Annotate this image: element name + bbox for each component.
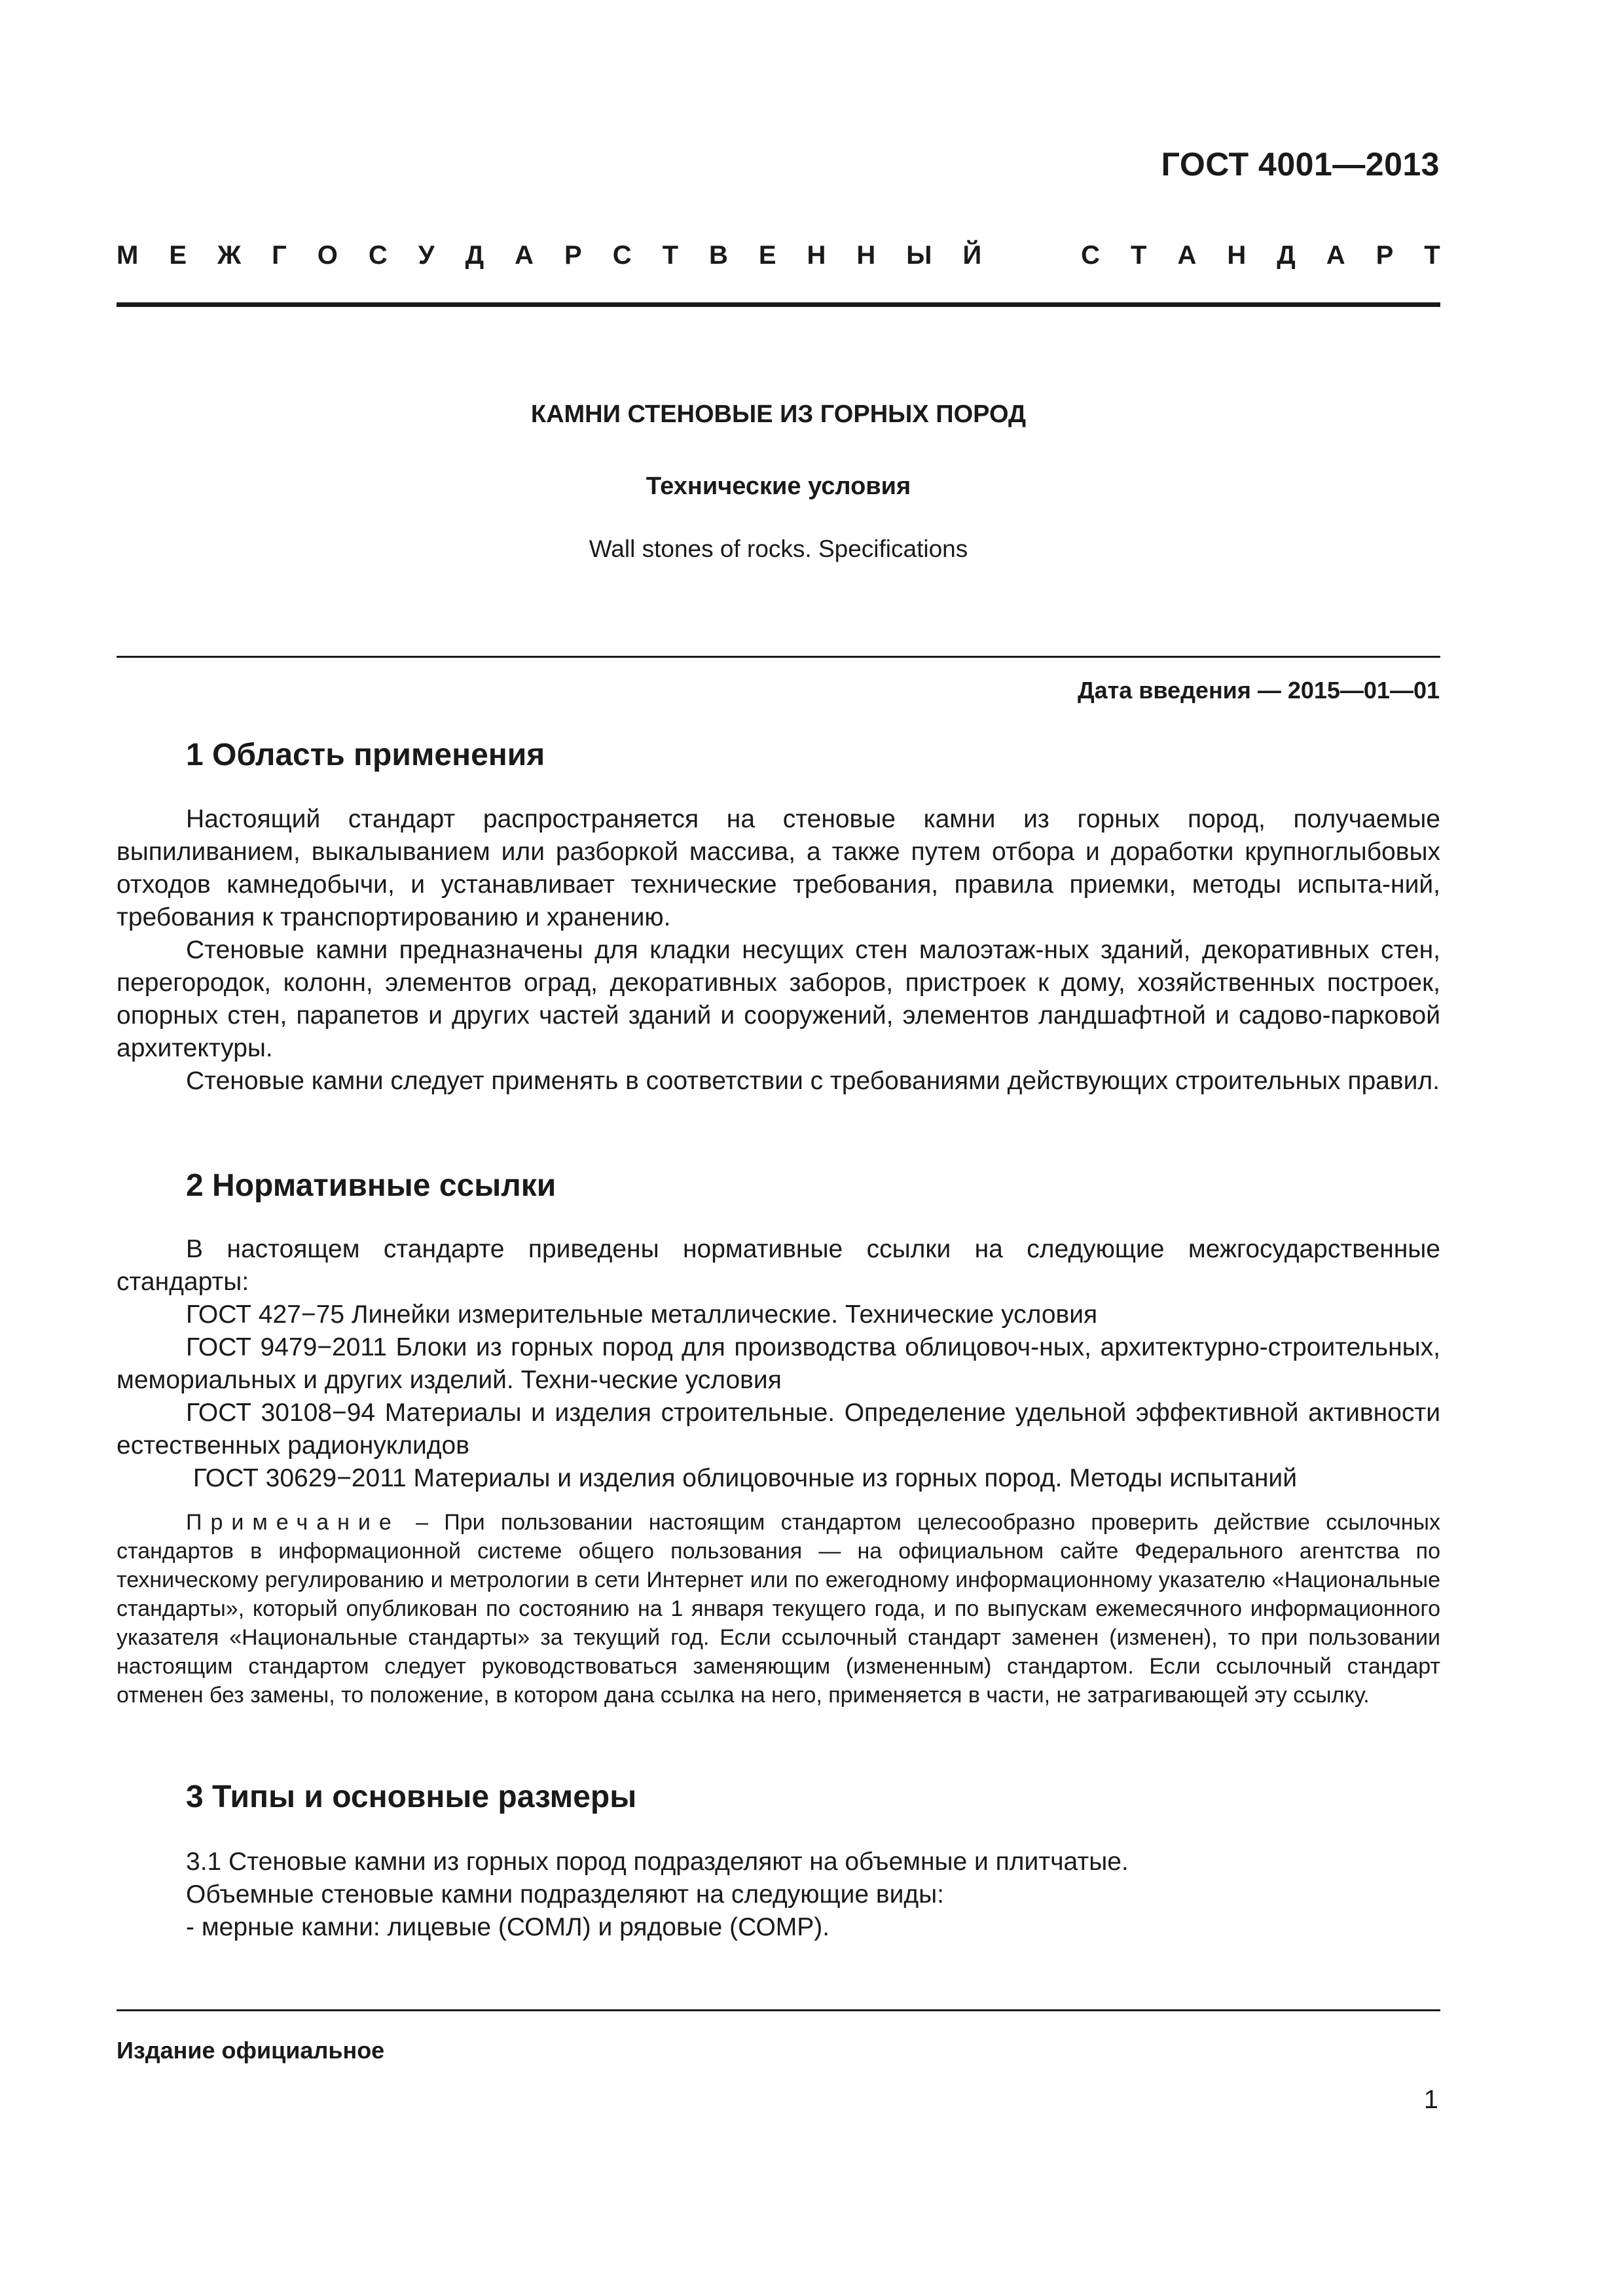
paragraph: 3.1 Стеновые камни из горных пород подразделяют на объемные и плитчатые. xyxy=(186,1848,1129,1876)
standard-type-banner xyxy=(117,241,1440,270)
paragraph: Настоящий стандарт распространяется на стеновые камни из горных пород, получаемые выпиливанием, выкалыванием или разборкой массива, а также путем отбора и доработки крупноглыбовых отходов камнедобычи, и устанавливает технические требования, правила приемки, методы испыта-ний, требования к транспортированию и хранению. xyxy=(117,805,1440,931)
header-divider xyxy=(117,302,1440,307)
document-title: КАМНИ СТЕНОВЫЕ ИЗ ГОРНЫХ ПОРОД xyxy=(530,401,1027,428)
banner-letter: Д xyxy=(1277,241,1296,270)
note-label: Примечание xyxy=(186,1510,400,1535)
reference-item: ГОСТ 427−75 Линейки измерительные металлические. Технические условия xyxy=(186,1300,1098,1329)
english-title: Wall stones of rocks. Specifications xyxy=(589,535,968,562)
reference-item: ГОСТ 30629−2011 Материалы и изделия облицовочные из горных пород. Методы испытаний xyxy=(186,1464,1297,1492)
paragraph: Стеновые камни следует применять в соответствии с требованиями действующих строительных правил. xyxy=(186,1067,1440,1095)
section-heading-normative-references: 2 Нормативные ссылки xyxy=(186,1168,556,1203)
section-heading-types-and-dimensions: 3 Типы и основные размеры xyxy=(186,1780,637,1814)
section-heading-scope: 1 Область применения xyxy=(186,738,545,772)
banner-letter: Н xyxy=(1227,241,1247,270)
banner-letter: С xyxy=(368,241,388,270)
list-item: - мерные камни: лицевые (СОМЛ) и рядовые (СОМР). xyxy=(186,1913,830,1941)
introduction-date: Дата введения — 2015—01—01 xyxy=(1077,677,1440,704)
banner-letter: М xyxy=(117,241,139,270)
banner-letter: С xyxy=(612,241,632,270)
paragraph: Стеновые камни предназначены для кладки несущих стен малоэтаж-ных зданий, декоративных стен, перегородок, колонн, элементов оград, декоративных заборов, пристроек к дому, хозяйственных построек, опорных стен, парапетов и других частей зданий и сооружений, элементов ландшафтной и садово-парковой архитектуры. xyxy=(117,936,1440,1062)
banner-letter: Н xyxy=(807,241,826,270)
banner-letter: Е xyxy=(169,241,187,270)
banner-letter: У xyxy=(418,241,435,270)
banner-letter: Ы xyxy=(906,241,932,270)
banner-letter: Ж xyxy=(217,241,242,270)
footer-divider xyxy=(117,2009,1440,2011)
banner-letter: А xyxy=(1177,241,1197,270)
banner-letter: Т xyxy=(1424,241,1440,270)
banner-letter: В xyxy=(708,241,728,270)
reference-item: ГОСТ 30108−94 Материалы и изделия строительные. Определение удельной эффективной активности естественных радионуклидов xyxy=(117,1399,1440,1460)
banner-letter: Н xyxy=(856,241,876,270)
page-number: 1 xyxy=(1423,2085,1438,2114)
banner-letter: Г xyxy=(272,241,287,270)
banner-letter: Р xyxy=(1376,241,1394,270)
banner-letter: Т xyxy=(1131,241,1147,270)
banner-word-gap xyxy=(1012,241,1050,270)
document-number: ГОСТ 4001—2013 xyxy=(1161,146,1440,183)
banner-letter: Р xyxy=(564,241,582,270)
paragraph: В настоящем стандарте приведены нормативные ссылки на следующие межгосударственные стандарты: xyxy=(117,1235,1440,1296)
banner-letter: О xyxy=(317,241,338,270)
reference-item: ГОСТ 9479−2011 Блоки из горных пород для производства облицовоч-ных, архитектурно-строительных, мемориальных и других изделий. Техни-ческие условия xyxy=(117,1333,1440,1394)
banner-letter: Й xyxy=(962,241,982,270)
banner-letter: С xyxy=(1081,241,1101,270)
banner-letter: А xyxy=(1326,241,1345,270)
edition-label: Издание официальное xyxy=(117,2037,385,2064)
paragraph: Объемные стеновые камни подразделяют на следующие виды: xyxy=(186,1880,945,1909)
banner-letter: Д xyxy=(465,241,484,270)
banner-letter: Е xyxy=(758,241,776,270)
note-text: – При пользовании настоящим стандартом целесообразно проверить действие ссылочных стандартов в информационной системе общего пользования — на официальном сайте Федерального агентства по техническому регулированию и метрологии в сети Интернет или по ежегодному информационному указателю «Национальные стандарты», который опубликован по состоянию на 1 января текущего года, и по выпускам ежемесячного информационного указателя «Национальные стандарты» за текущий год. Если ссылочный стандарт заменен (изменен), то при пользовании настоящим стандартом следует руководствоваться заменяющим (измененным) стандартом. Если ссылочный стандарт отменен без замены, то положение, в котором дана ссылка на него, применяется в части, не затрагивающей эту ссылку. xyxy=(117,1510,1440,1708)
title-divider xyxy=(117,656,1440,658)
banner-letter: Т xyxy=(662,241,678,270)
document-subtitle: Технические условия xyxy=(646,473,911,500)
banner-letter: А xyxy=(515,241,534,270)
note-block xyxy=(117,1508,1440,1710)
